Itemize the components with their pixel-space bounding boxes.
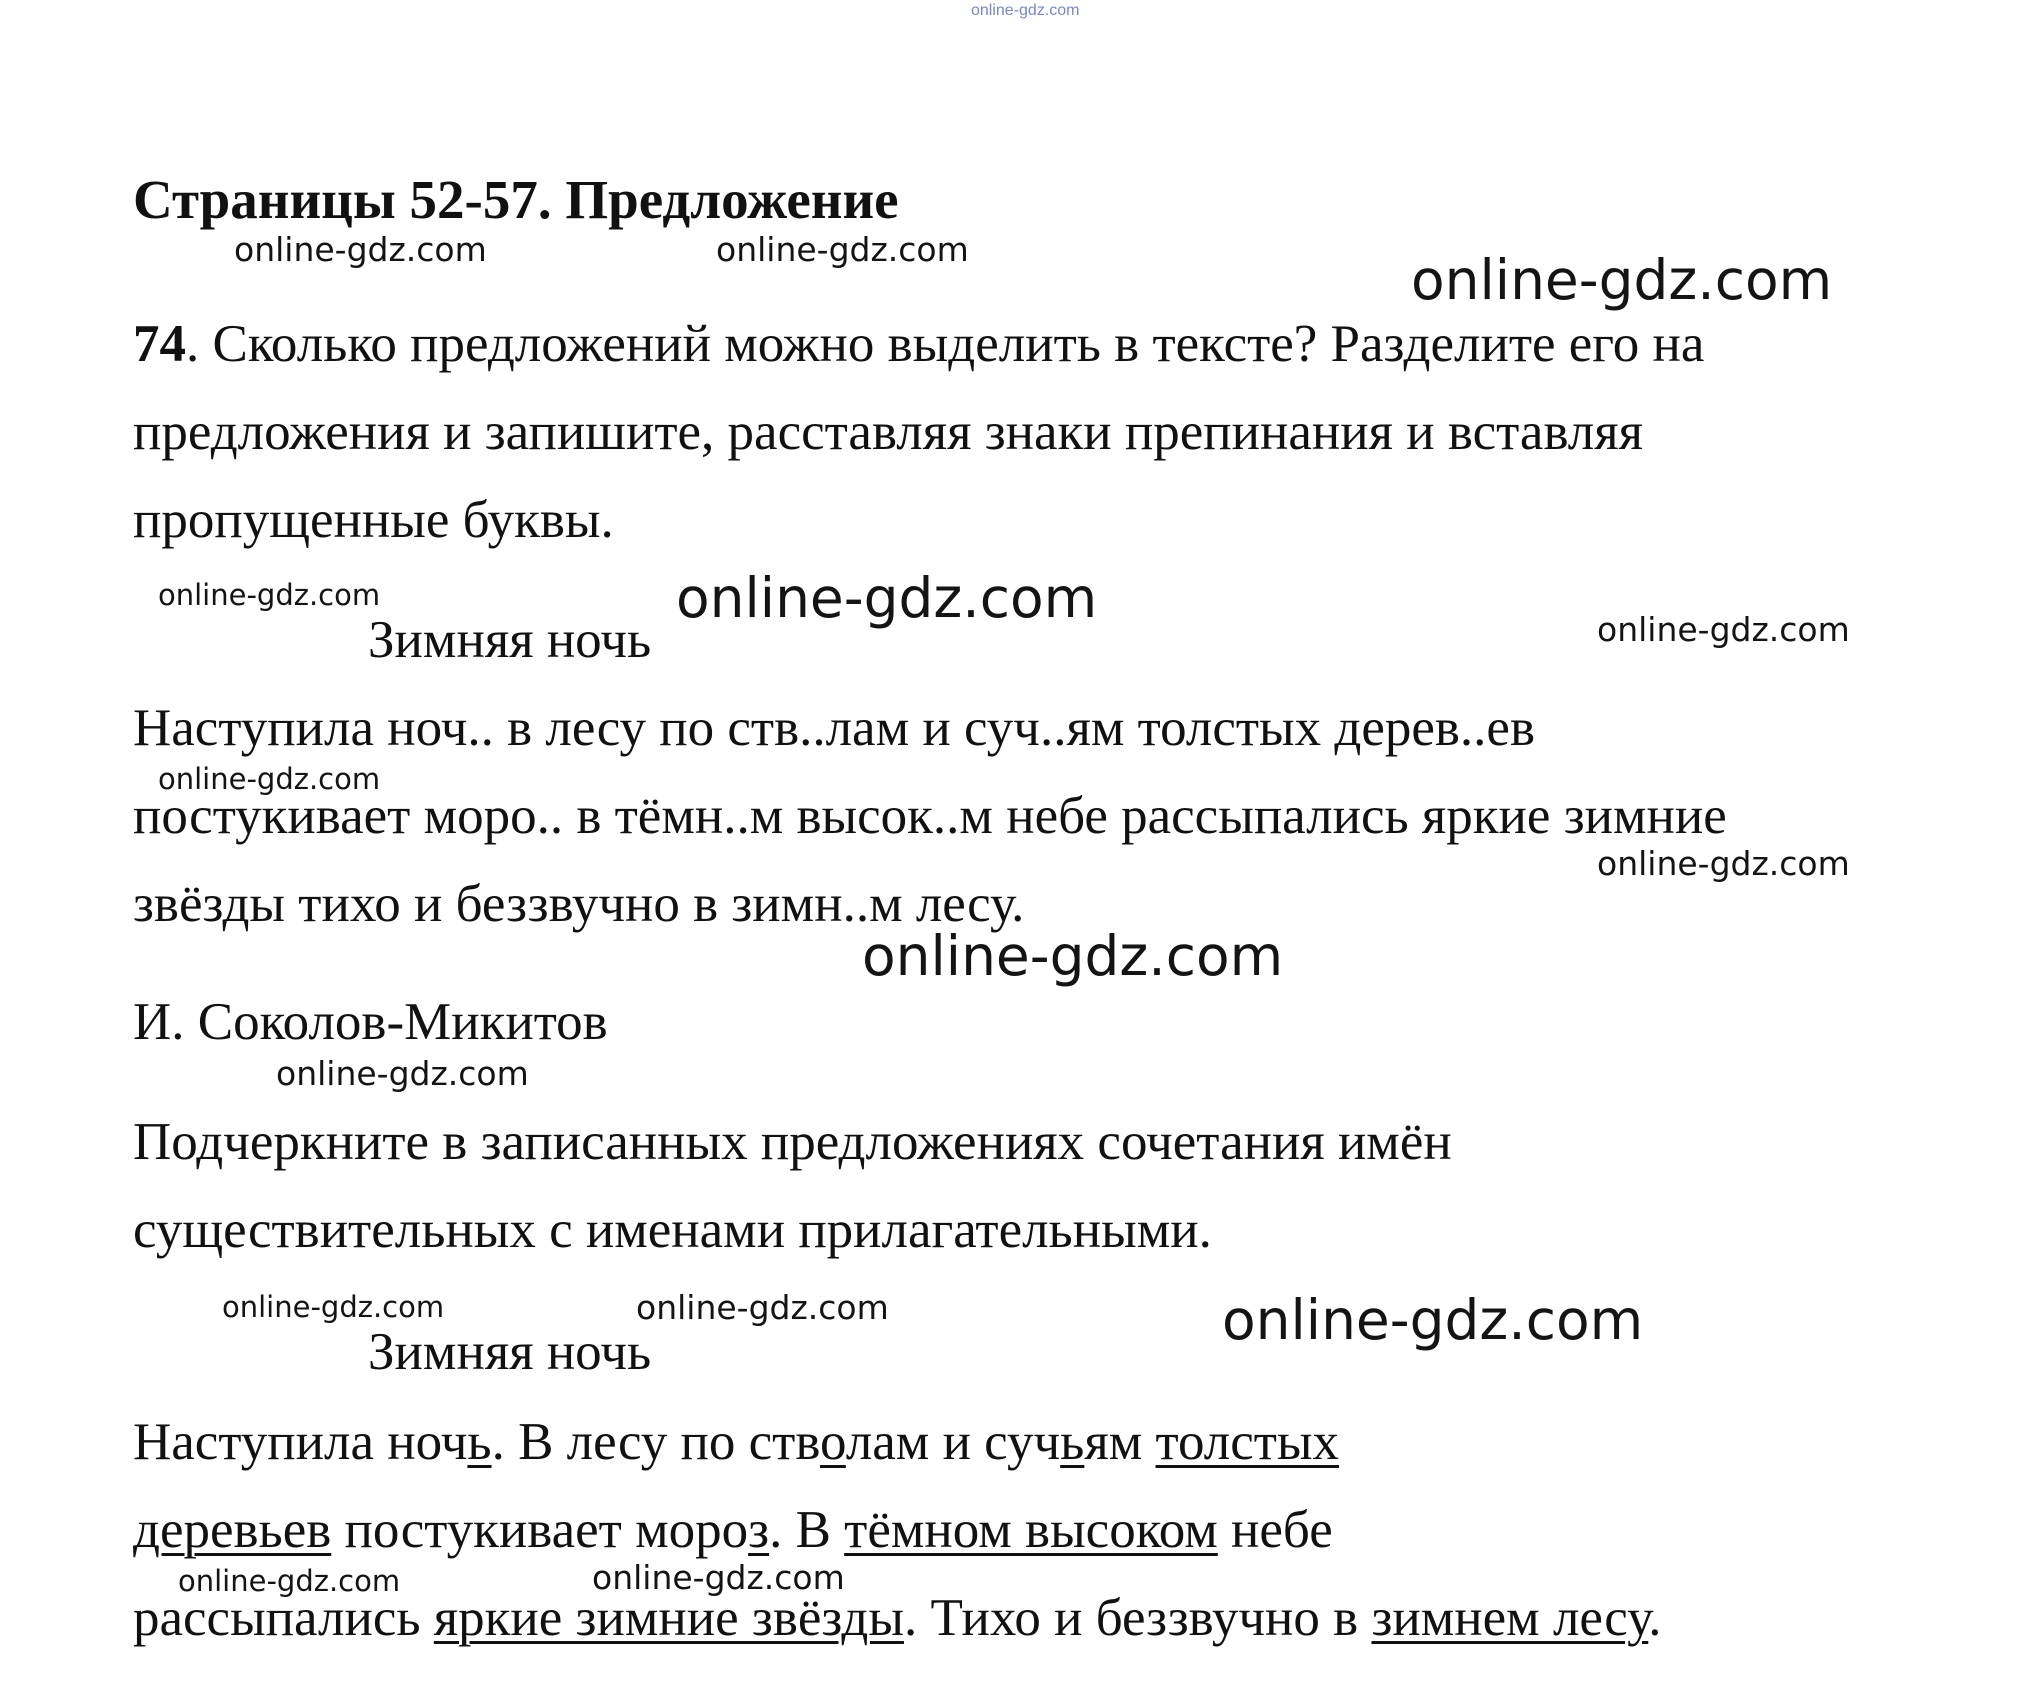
source-mark: online-gdz.com bbox=[971, 2, 1080, 19]
watermark: online-gdz.com bbox=[1597, 844, 1850, 883]
underlined-phrase: толстых bbox=[1155, 1413, 1340, 1471]
underlined-phrase: деревьев bbox=[133, 1501, 332, 1559]
answer-line-3 bbox=[133, 1589, 1662, 1647]
watermark: online-gdz.com bbox=[276, 1054, 529, 1093]
watermark: online-gdz.com bbox=[222, 1290, 445, 1324]
answer-text: рассыпались bbox=[133, 1589, 434, 1647]
answer-text: ям bbox=[1084, 1413, 1156, 1471]
instruction-line-2: существительных с именами прилагательными. bbox=[133, 1201, 1212, 1259]
watermark: online-gdz.com bbox=[1222, 1288, 1644, 1352]
watermark: online-gdz.com bbox=[636, 1288, 889, 1327]
task-line-1 bbox=[133, 315, 1705, 373]
watermark: online-gdz.com bbox=[158, 762, 381, 796]
underlined-phrase: зимнем лесу bbox=[1371, 1589, 1649, 1647]
original-heading: Зимняя ночь bbox=[368, 611, 652, 669]
answer-text: лам и суч bbox=[845, 1413, 1061, 1471]
task-line-2: предложения и запишите, расставляя знаки препинания и вставляя bbox=[133, 403, 1643, 461]
answer-line-1 bbox=[133, 1413, 1340, 1471]
answer-text: . bbox=[1648, 1589, 1662, 1647]
watermark: online-gdz.com bbox=[676, 566, 1098, 630]
inserted-letter: ь bbox=[1060, 1413, 1085, 1471]
answer-text: . В лесу по ств bbox=[491, 1413, 820, 1471]
answer-text: . Тихо и беззвучно в bbox=[903, 1589, 1372, 1647]
original-line-1: Наступила ноч.. в лесу по ств..лам и суч..ям толстых дерев..ев bbox=[133, 699, 1535, 757]
watermark: online-gdz.com bbox=[716, 230, 969, 269]
inserted-letter: з bbox=[748, 1501, 770, 1559]
watermark: online-gdz.com bbox=[592, 1558, 845, 1597]
answer-line-2 bbox=[133, 1501, 1333, 1559]
task-text-1: . Сколько предложений можно выделить в тексте? Разделите его на bbox=[186, 315, 1705, 373]
watermark: online-gdz.com bbox=[862, 924, 1284, 988]
answer-text: постукивает моро bbox=[331, 1501, 749, 1559]
author: И. Соколов-Микитов bbox=[133, 993, 608, 1051]
watermark: online-gdz.com bbox=[1411, 248, 1833, 312]
watermark: online-gdz.com bbox=[178, 1564, 401, 1598]
original-line-3: звёзды тихо и беззвучно в зимн..м лесу. bbox=[133, 875, 1025, 933]
inserted-letter: ь bbox=[467, 1413, 492, 1471]
answer-text: небе bbox=[1217, 1501, 1333, 1559]
inserted-letter: о bbox=[820, 1413, 846, 1471]
watermark: online-gdz.com bbox=[234, 230, 487, 269]
underlined-phrase: тёмном высоком bbox=[844, 1501, 1218, 1559]
page-title: Страницы 52-57. Предложение bbox=[133, 169, 899, 230]
instruction-line-1: Подчеркните в записанных предложениях сочетания имён bbox=[133, 1113, 1452, 1171]
answer-text: Наступила ноч bbox=[133, 1413, 468, 1471]
task-number: 74 bbox=[133, 315, 186, 373]
original-line-2: постукивает моро.. в тёмн..м высок..м небе рассыпались яркие зимние bbox=[133, 787, 1727, 845]
task-line-3: пропущенные буквы. bbox=[133, 491, 614, 549]
underlined-phrase: яркие зимние звёзды bbox=[433, 1589, 904, 1647]
answer-heading: Зимняя ночь bbox=[368, 1323, 652, 1381]
watermark: online-gdz.com bbox=[1597, 610, 1850, 649]
watermark: online-gdz.com bbox=[158, 578, 381, 612]
answer-text: . В bbox=[769, 1501, 845, 1559]
